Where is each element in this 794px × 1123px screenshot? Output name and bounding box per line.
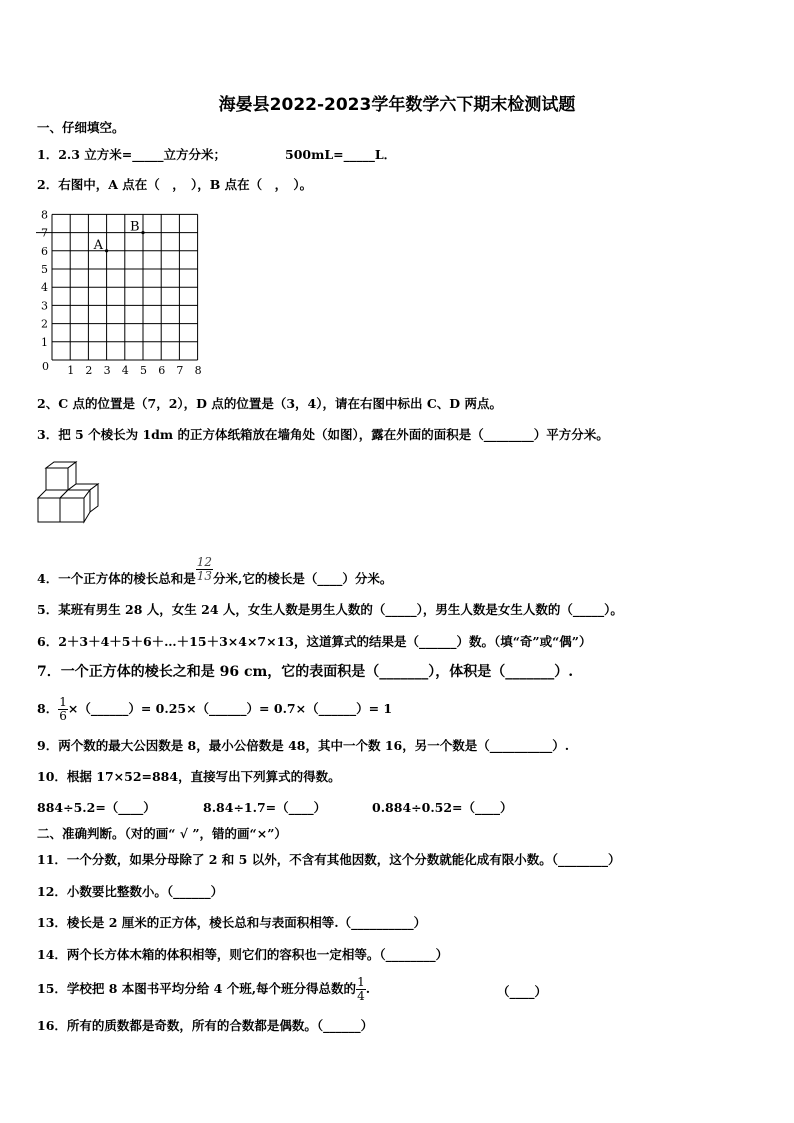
fraction-denominator: 6 [59, 709, 67, 723]
question-10: 10．根据 17×52=884，直接写出下列算式的得数。 [37, 769, 341, 784]
question-3: 3．把 5 个棱长为 1dm 的正方体纸箱放在墙角处（如图），露在外面的面积是（________）平方分米。 [37, 427, 609, 442]
fraction-denominator: 4 [357, 989, 365, 1003]
question-4-suffix: 分米,它的棱长是（____）分米。 [212, 571, 393, 586]
x-axis-label: 7 [176, 364, 184, 377]
question-15-prefix: 15．学校把 8 本图书平均分给 4 个班,每个班分得总数的 [37, 981, 357, 996]
x-axis-label: 6 [158, 364, 166, 377]
question-6: 6．2＋3＋4＋5＋6＋…＋15＋3×4×7×13，这道算式的结果是（______）数。（填“奇”或“偶”） [37, 634, 592, 649]
coordinate-grid [34, 206, 214, 382]
question-5: 5．某班有男生 28 人，女生 24 人，女生人数是男生人数的（_____），男生人数是女生人数的（_____）。 [37, 602, 623, 617]
point-b-dot [141, 231, 144, 234]
y-axis-label: 2 [41, 317, 48, 331]
fraction-numerator: 1 [59, 695, 67, 709]
point-a-label: A [93, 237, 103, 253]
question-12: 12．小数要比整数小。（______） [37, 884, 224, 899]
question-7: 7．一个正方体的棱长之和是 96 cm，它的表面积是（_______），体积是（_______）. [37, 664, 574, 680]
question-4-fraction [196, 556, 213, 583]
question-15-fraction [356, 976, 366, 1003]
x-axis-label: 4 [121, 364, 129, 377]
question-10a: 884÷5.2=（____） [37, 800, 156, 815]
section-heading-judge: 二、准确判断。（对的画“ √ ”，错的画“×”） [37, 826, 287, 841]
question-8-fraction [58, 696, 68, 723]
point-a-dot [105, 249, 108, 252]
x-axis-label: 1 [67, 364, 75, 377]
question-15-suffix: . [365, 981, 371, 996]
question-15-blank: （____） [497, 984, 548, 999]
cubes-figure [36, 460, 106, 526]
question-10c: 0.884÷0.52=（____） [372, 800, 513, 815]
question-9: 9．两个数的最大公因数是 8，最小公倍数是 48，其中一个数 16，另一个数是（__________）. [37, 738, 570, 753]
y-axis-label: 1 [41, 335, 48, 349]
question-11: 11．一个分数，如果分母除了 2 和 5 以外，不含有其他因数，这个分数就能化成有限小数。（________） [37, 852, 621, 867]
question-4 [37, 555, 393, 593]
question-8 [37, 696, 392, 723]
x-axis-label: 2 [85, 364, 93, 377]
x-axis-label: 0 [42, 360, 49, 373]
y-axis-label: 7 [41, 226, 48, 240]
question-16: 16．所有的质数都是奇数，所有的合数都是偶数。（______） [37, 1018, 374, 1033]
y-axis-label: 3 [41, 299, 48, 313]
y-axis-label: 4 [41, 281, 48, 295]
question-1a: 1．2.3 立方米=_____立方分米； [37, 147, 227, 162]
question-14: 14．两个长方体木箱的体积相等，则它们的容积也一定相等。（________） [37, 947, 449, 962]
fraction-numerator: 12 [196, 555, 212, 569]
question-8-suffix: ×（______）= 0.25×（______）= 0.7×（______）= 1 [67, 701, 393, 716]
x-axis-label: 3 [103, 364, 111, 377]
x-axis-label: 5 [140, 364, 147, 377]
x-axis-label: 8 [194, 364, 202, 377]
question-4-prefix: 4．一个正方体的棱长总和是 [37, 571, 196, 586]
question-1b: 500mL=_____L． [285, 147, 397, 162]
question-10b: 8.84÷1.7=（____） [203, 800, 327, 815]
y-axis-label: 5 [41, 263, 48, 276]
y-axis-label: 8 [41, 208, 48, 222]
question-15 [37, 976, 370, 1003]
page-title: 海晏县2022-2023学年数学六下期末检测试题 [218, 95, 576, 115]
y-axis-label: 6 [41, 244, 48, 258]
question-2b: 2、C 点的位置是（7，2），D 点的位置是（3，4），请在右图中标出 C、D 两点。 [37, 396, 502, 411]
section-heading-fill: 一、仔细填空。 [37, 120, 125, 135]
point-b-label: B [130, 219, 140, 235]
question-2: 2．右图中，A 点在（ ， ），B 点在（ ， ）。 [37, 177, 313, 192]
fraction-numerator: 1 [357, 975, 365, 989]
question-8-prefix: 8． [37, 701, 59, 716]
question-13: 13．棱长是 2 厘米的正方体，棱长总和与表面积相等.（__________） [37, 915, 427, 930]
fraction-denominator: 13 [196, 569, 212, 583]
